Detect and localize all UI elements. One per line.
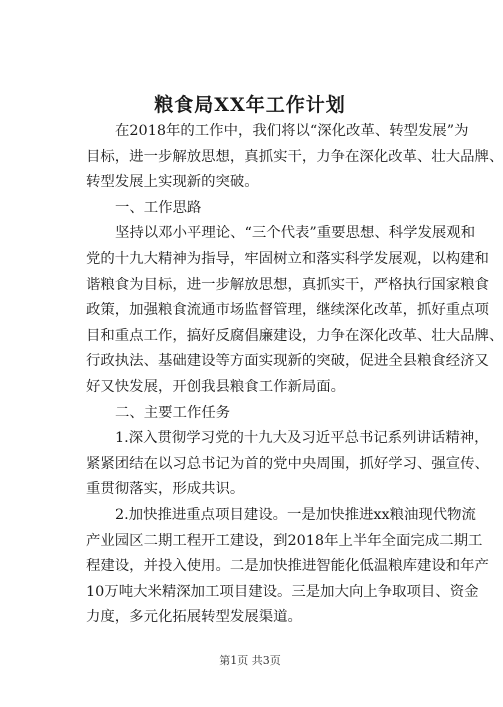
paragraph-line: 目标，进一步解放思想，真抓实干，力争在深化改革、壮大品牌、 xyxy=(86,148,503,165)
paragraph-line: 行政执法、基础建设等方面实现新的突破，促进全县粮食经济又 xyxy=(86,353,489,370)
paragraph-line: 力度，多元化拓展转型发展渠道。 xyxy=(86,609,302,626)
document-body xyxy=(86,119,503,631)
paragraph-line: 产业园区二期工程开工建设，到2018年上半年全面完成二期工 xyxy=(86,532,483,549)
section-heading: 一、工作思路 xyxy=(115,199,202,216)
paragraph-line: 1.深入贯彻学习党的十九大及习近平总书记系列讲话精神， xyxy=(115,430,489,447)
paragraph-line: 谐粮食为目标，进一步解放思想，真抓实干，严格执行国家粮食 xyxy=(86,276,489,293)
paragraph-line: 程建设，并投入使用。二是加快推进智能化低温粮库建设和年产 xyxy=(86,558,489,575)
paragraph-line: 政策，加强粮食流通市场监督管理，继续深化改革，抓好重点项 xyxy=(86,302,489,319)
section-heading: 二、主要工作任务 xyxy=(115,404,231,421)
paragraph-line: 好又快发展，开创我县粮食工作新局面。 xyxy=(86,378,346,395)
page-title: 粮食局XX年工作计划 xyxy=(154,94,346,116)
paragraph-line: 10万吨大米精深加工项目建设。三是加大向上争取项目、资金 xyxy=(86,583,479,600)
paragraph-line: 党的十九大精神为指导，牢固树立和落实科学发展观，以构建和 xyxy=(86,250,489,267)
paragraph-line: 重贯彻落实，形成共识。 xyxy=(86,481,245,498)
paragraph-line: 目和重点工作，搞好反腐倡廉建设，力争在深化改革、壮大品牌、 xyxy=(86,327,503,344)
paragraph-line: 在2018年的工作中，我们将以“深化改革、转型发展”为 xyxy=(115,123,469,139)
paragraph-line: 紧紧团结在以习总书记为首的党中央周围，抓好学习、强宣传、 xyxy=(86,455,489,472)
paragraph-line: 坚持以邓小平理论、“三个代表”重要思想、科学发展观和 xyxy=(115,225,476,242)
page-footer: 第1页 共3页 xyxy=(219,654,281,667)
paragraph-line: 2.加快推进重点项目建设。一是加快推进xx粮油现代物流 xyxy=(115,506,476,523)
paragraph-line: 转型发展上实现新的突破。 xyxy=(86,174,259,191)
